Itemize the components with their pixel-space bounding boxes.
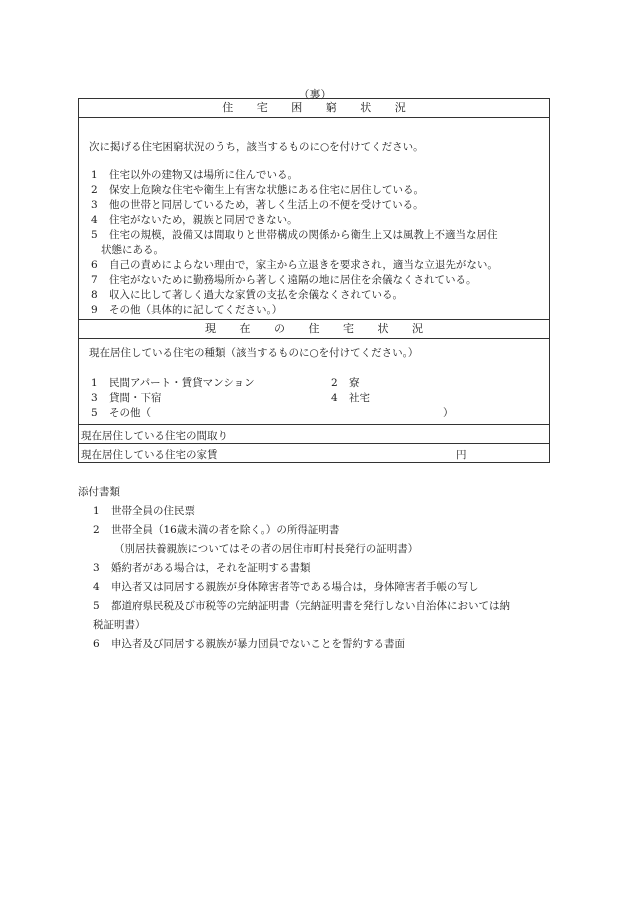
housing-type-4: 4 社宅 (331, 392, 370, 404)
difficulty-item-3: 3 他の世帯と同居しているため，著しく生活上の不便を受けている。 (91, 199, 424, 211)
attachment-item-4: 4 申込者又は同居する親族が身体障害者等である場合は，身体障害者手帳の写し (93, 581, 479, 593)
divider (79, 424, 549, 425)
difficulty-item-9: 9 その他（具体的に記してください。） (91, 304, 283, 316)
attachments-title: 添付書類 (78, 486, 120, 498)
difficulty-item-5: 5 住宅の規模，設備又は間取りと世帯構成の関係から衛生上又は風教上不適当な居住 (91, 229, 498, 241)
difficulty-item-7: 7 住宅がないために勤務場所から著しく遠隔の地に居住を余儀なくされている。 (91, 274, 477, 286)
housing-type-5-close: ） (443, 407, 454, 419)
page-side-label: （裏） (298, 88, 332, 101)
divider (79, 117, 549, 118)
housing-type-3: 3 貸間・下宿 (91, 392, 162, 404)
attachment-item-3: 3 婚約者がある場合は，それを証明する書類 (93, 562, 311, 574)
difficulty-item-1: 1 住宅以外の建物又は場所に住んでいる。 (91, 169, 298, 181)
attachment-item-2: 2 世帯全員（16歳未満の者を除く。）の所得証明書 (93, 524, 340, 536)
rent-label: 現在居住している住宅の家賃 (81, 449, 218, 461)
attachment-item-1: 1 世帯全員の住民票 (93, 505, 195, 517)
housing-type-2: 2 寮 (331, 377, 360, 389)
housing-difficulty-intro: 次に掲げる住宅困窮状況のうち，該当するものに○を付けてください。 (89, 141, 424, 153)
difficulty-item-6: 6 自己の責めによらない理由で，家主から立退きを要求され，適当な立退先がない。 (91, 259, 498, 271)
floor-plan-label: 現在居住している住宅の間取り (81, 430, 228, 442)
rent-unit: 円 (456, 449, 467, 461)
attachment-item-5: 5 都道府県民税及び市税等の完納証明書（完納証明書を発行しない自治体においては納 (93, 600, 510, 612)
difficulty-item-4: 4 住宅がないため，親族と同居できない。 (91, 214, 298, 226)
attachment-item-6: 6 申込者及び同居する親族が暴力団員でないことを誓約する書面 (93, 638, 405, 650)
current-housing-intro: 現在居住している住宅の種類（該当するものに○を付けてください。） (89, 347, 419, 359)
attachment-item-5-continued: 税証明書） (93, 619, 146, 631)
attachment-item-2-note: （別居扶養親族についてはその者の居住市町村長発行の証明書） (114, 543, 419, 555)
divider (79, 338, 549, 339)
difficulty-item-5-continued: 状態にある。 (101, 244, 164, 256)
housing-type-1: 1 民間アパート・賃貸マンション (91, 377, 255, 389)
housing-type-5: 5 その他（ (91, 407, 151, 419)
difficulty-item-8: 8 収入に比して著しく過大な家賃の支払を余儀なくされている。 (91, 289, 403, 301)
difficulty-item-2: 2 保安上危険な住宅や衛生上有害な状態にある住宅に居住している。 (91, 184, 424, 196)
current-housing-header: 現 在 の 住 宅 状 況 (205, 322, 423, 335)
housing-difficulty-header: 住 宅 困 窮 状 況 (222, 101, 406, 114)
housing-form-table (78, 98, 550, 463)
divider (79, 443, 549, 444)
